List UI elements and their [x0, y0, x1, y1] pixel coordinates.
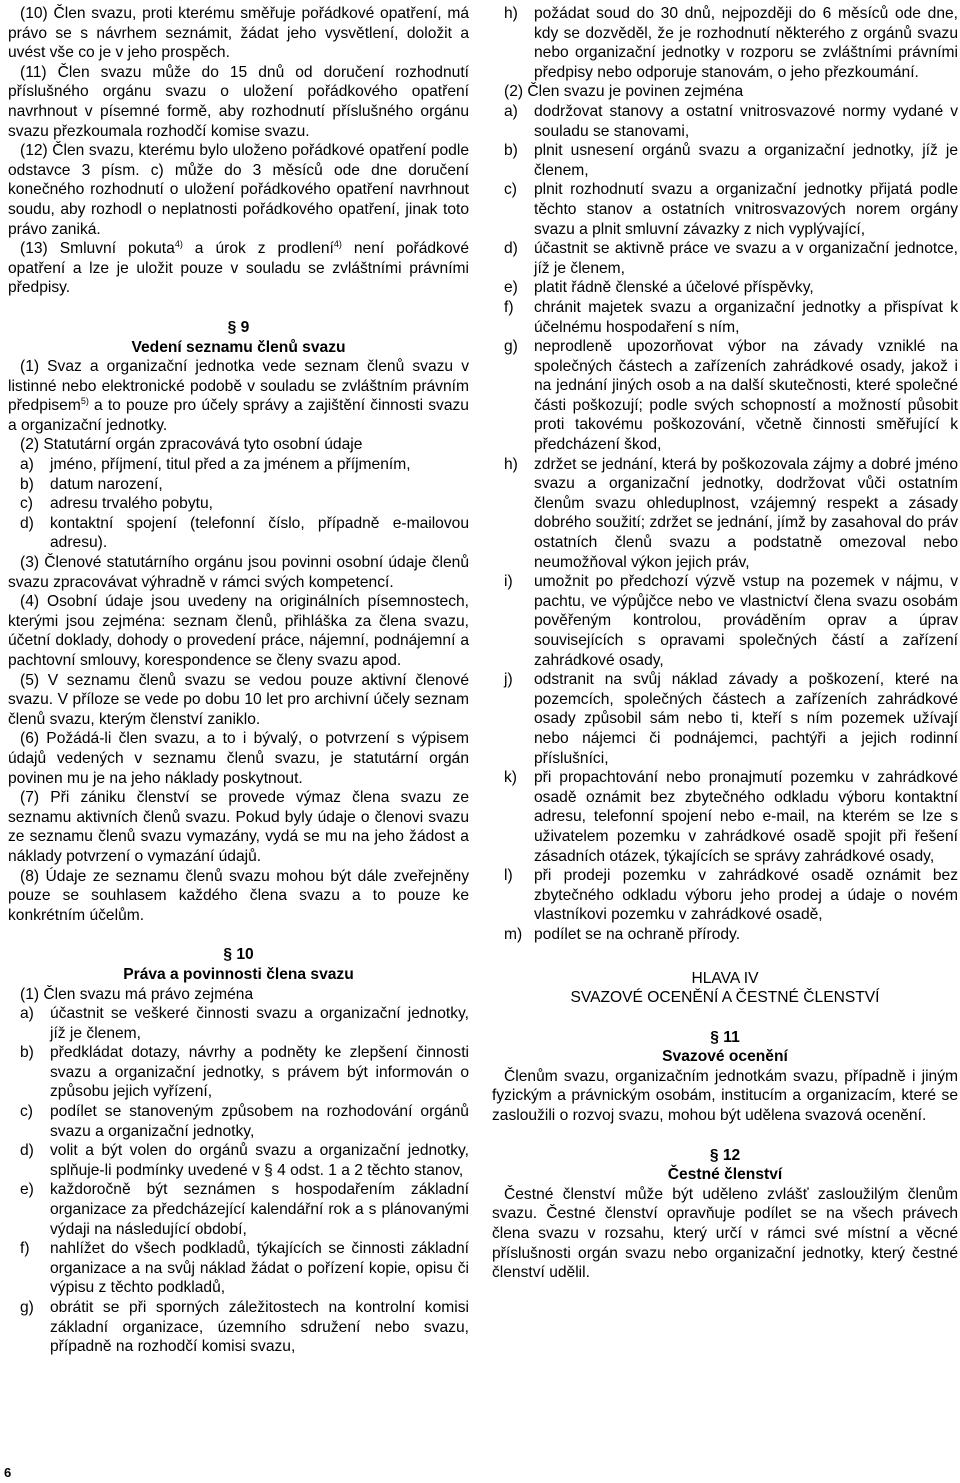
footnote-ref-5: 5) [80, 396, 89, 407]
list-10-2 [492, 102, 958, 945]
list-9-2 [8, 455, 469, 553]
list-item: a) jméno, příjmení, titul před a za jménem a příjmením, [20, 456, 411, 474]
list-item: f) chránit majetek svazu a organizační jednotky a přispívat k účelnému hospodaření s ním, [504, 298, 958, 336]
paragraph-8-13 [8, 239, 469, 298]
paragraph-8-12: (12) Člen svazu, kterému bylo uloženo pořádkové opatření podle odstavce 3 písm. c) může do 3 měsíců ode dne doručení konečného rozhodnutí o uložení pořádkového opatření navrhnout soudu, aby rozhodl o neplatnosti pořádkového opatření, jinak toto právo zaniká. [8, 142, 469, 238]
chapter-title: SVAZOVÉ OCENĚNÍ A ČESTNÉ ČLENSTVÍ [570, 989, 880, 1007]
list-item: h) zdržet se jednání, která by poškozovala zájmy a dobré jméno svazu a organizační jednotky, dodržovat vůči ostatním členům svazu ohleduplnost, vzájemný respekt a zásady dobrého soužití; zdržet se jednání, jímž by zasahoval do práv ostatních členů svazu a podstatně omezoval nebo neumožňoval výkon jejich práv, [504, 455, 958, 571]
paragraph-9-5: (5) V seznamu členů svazu se vedou pouze aktivní členové svazu. V příloze se vede po dobu 10 let pro archivní účely seznam členů svazu, kterým členství zaniklo. [8, 671, 469, 728]
section-12-number: § 12 [709, 1146, 741, 1164]
list-item: d) účastnit se aktivně práce ve svazu a v organizační jednotce, jíž je členem, [504, 240, 958, 277]
section-9-number: § 9 [227, 318, 250, 336]
list-item: f) nahlížet do všech podkladů, týkajících se činnosti základní organizace a na svůj náklad žádat o pořízení kopie, opisu či výpisu z těchto podkladů, [20, 1240, 469, 1297]
section-12-text: Čestné členství může být uděleno zvlášť zasloužilým členům svazu. Čestné členství opravňuje podílet se na všech právech člena svazu v rozsahu, který určí v rámci své místní a věcné příslušnosti orgán svazu nebo organizační jednotky, který čestné členství udělil. [492, 1185, 958, 1282]
section-11-number: § 11 [710, 1028, 740, 1046]
list-item: k) při propachtování nebo pronajmutí pozemku v zahrádkové osadě oznámit bez zbytečného odkladu výboru kontaktní adresu, telefonní spojení nebo e-mail, na kterém se lze s uživatelem pozemku v zahrádkové osadě spojit při řešení zásadních otázek, týkajících se správy zahrádkové osady, [504, 769, 958, 865]
paragraph-9-6: (6) Požádá-li člen svazu, a to i bývalý, o potvrzení s výpisem údajů vedených v seznamu členů svazu, je statutární orgán povinen mu je na jeho náklady poskytnout. [8, 730, 469, 787]
paragraph-8-10: (10) Člen svazu, proti kterému směřuje pořádkové opatření, má právo se s návrhem seznámit, žádat jeho vysvětlení, doložit a uvést vše co je v jeho prospěch. [8, 5, 469, 62]
paragraph-10-2: (2) Člen svazu je povinen zejména [504, 83, 744, 101]
list-item: c) plnit rozhodnutí svazu a organizační jednotky přijatá podle těchto stanov a ostatních vnitrosvazových norem orgány svazu a plnit smluvní závazky z nich vyplývající, [504, 181, 958, 238]
paragraph-8-13-part-c: není pořádkové opatření a lze je uložit pouze v souladu se zvláštními právními předpisy. [8, 240, 469, 297]
section-11-text: Členům svazu, organizačním jednotkám svazu, případně i jiným fyzickým a právnickým osobám, institucím a organizacím, které se zasloužili o rozvoj svazu, mohou být udělena svazová ocenění. [492, 1067, 958, 1125]
left-column [8, 4, 469, 1357]
list-item: h) požádat soud do 30 dnů, nejpozději do 6 měsíců ode dne, kdy se dozvěděl, že je rozhodnutí některého z orgánů svazu nebo organizační jednotky v rozporu se zvláštními právními předpisy nebo odporuje stanovám, o jeho přezkoumání. [504, 5, 958, 81]
list-item: b) plnit usnesení orgánů svazu a organizační jednotky, jíž je členem, [504, 142, 958, 179]
right-column [492, 4, 958, 1283]
section-12-title: Čestné členství [667, 1166, 783, 1184]
list-item: i) umožnit po předchozí výzvě vstup na pozemek v nájmu, v pachtu, ve výpůjčce nebo ve vlastnictví člena svazu osobám pověřeným kontrolou, prováděním oprav a úprav souvisejících s opravami společných částí a zařízení zahrádkové osady, [504, 573, 958, 669]
list-item: c) adresu trvalého pobytu, [20, 495, 213, 513]
paragraph-9-1-part-b: a to pouze pro účely správy a zajištění činnosti svazu a organizační jednotky. [8, 397, 469, 434]
section-10-title: Práva a povinnosti člena svazu [123, 965, 354, 983]
section-11-title: Svazové ocenění [662, 1048, 788, 1066]
paragraph-9-3: (3) Členové statutárního orgánu jsou povinni osobní údaje členů svazu zpracovávat výhradně v rámci svých kompetencí. [8, 554, 469, 591]
list-item: m) podílet se na ochraně přírody. [504, 925, 741, 943]
list-item: a) dodržovat stanovy a ostatní vnitrosvazové normy vydané v souladu se stanovami, [504, 102, 958, 140]
paragraph-8-11: (11) Člen svazu může do 15 dnů od doručení rozhodnutí příslušného orgánu svazu o uložení pořádkového opatření navrhnout v písemné formě, aby rozhodnutí příslušného orgánu svazu přezkoumala rozhodčí komise svazu. [8, 63, 469, 140]
footnote-ref-4b: 4) [333, 238, 342, 249]
page-number: 6 [4, 1465, 12, 1480]
list-item: b) datum narození, [20, 475, 163, 493]
paragraph-8-13-part-a: (13) Smluvní pokuta [20, 240, 175, 258]
list-item: g) neprodleně upozorňovat výbor na závady vzniklé na společných částech a zařízeních zahrádkové osady, jakož i na jednání jiných osob a na další skutečnosti, které společné části poškozují; podle svých schopností a možností působit proti takovému poškozování, včetně činnosti směřující k předcházení škod, [504, 338, 958, 454]
paragraph-9-4: (4) Osobní údaje jsou uvedeny na originálních písemnostech, kterými jsou zejména: seznam členů, přihláška za člena svazu, účetní doklady, dohody o provedení práce, nájemní, podnájemní a pachtovní smlouvy, korespondence se členy svazu apod. [8, 593, 469, 669]
list-item: a) účastnit se veškeré činnosti svazu a organizační jednotky, jíž je členem, [20, 1005, 469, 1042]
footnote-ref-4: 4) [174, 238, 183, 249]
list-10-1 [8, 1004, 469, 1357]
paragraph-9-7: (7) Při zániku členství se provede výmaz člena svazu ze seznamu aktivních členů svazu. Pokud byly údaje o členovi svazu ze seznamu členů svazu vymazány, vydá se mu na jeho žádost a náklady potvrzení o vymazání údajů. [8, 789, 469, 865]
paragraph-9-8: (8) Údaje ze seznamu členů svazu mohou být dále zveřejněny pouze se souhlasem každého člena svazu a to pouze ke konkrétním účelům. [8, 867, 469, 924]
list-item: j) odstranit na svůj náklad závady a poškození, které na pozemcích, společných částech a zařízeních zahrádkové osady způsobil sám nebo ti, kteří s ním pozemek užívají nebo nájemci či podnájemci, pachtýři a jejich rodinní příslušníci, [504, 671, 958, 767]
list-item: d) volit a být volen do orgánů svazu a organizační jednotky, splňuje-li podmínky uvedené v § 4 odst. 1 a 2 těchto stanov, [20, 1142, 469, 1179]
list-item: l) při prodeji pozemku v zahrádkové osadě oznámit bez zbytečného odkladu výboru jeho prodej a údaje o novém vlastníkovi pozemku v zahrádkové osadě, [504, 867, 958, 924]
section-10-number: § 10 [223, 946, 254, 964]
list-item: c) podílet se stanoveným způsobem na rozhodování orgánů svazu a organizační jednotky, [20, 1103, 469, 1140]
section-9-title: Vedení seznamu členů svazu [131, 338, 346, 356]
paragraph-9-1 [8, 357, 469, 435]
chapter-heading: HLAVA IV [691, 969, 759, 987]
list-item: d) kontaktní spojení (telefonní číslo, případně e-mailovou adresu). [20, 514, 469, 552]
paragraph-9-1-part-a: (1) Svaz a organizační jednotka vede seznam členů svazu v listinné nebo elektronické podobě v souladu se zvláštním právním předpisem [8, 358, 469, 415]
paragraph-8-13-part-b: a úrok z prodlení [182, 240, 334, 258]
list-item: e) platit řádně členské a účelové příspěvky, [504, 279, 814, 297]
list-item: g) obrátit se při sporných záležitostech na kontrolní komisi základní organizace, územního sdružení nebo svazu, případně na rozhodčí komisi svazu, [20, 1299, 469, 1356]
list-item: e) každoročně být seznámen s hospodařením základní organizace za předcházející kalendářní rok a s plánovanými výdaji na následující období, [20, 1181, 469, 1238]
list-item: b) předkládat dotazy, návrhy a podněty ke zlepšení činnosti svazu a organizační jednotky, s právem být informován o způsobu jejich vyřízení, [20, 1044, 469, 1101]
paragraph-9-2: (2) Statutární orgán zpracovává tyto osobní údaje [20, 436, 363, 454]
list-10-1-continued [492, 4, 958, 82]
paragraph-10-1: (1) Člen svazu má právo zejména [20, 985, 254, 1003]
